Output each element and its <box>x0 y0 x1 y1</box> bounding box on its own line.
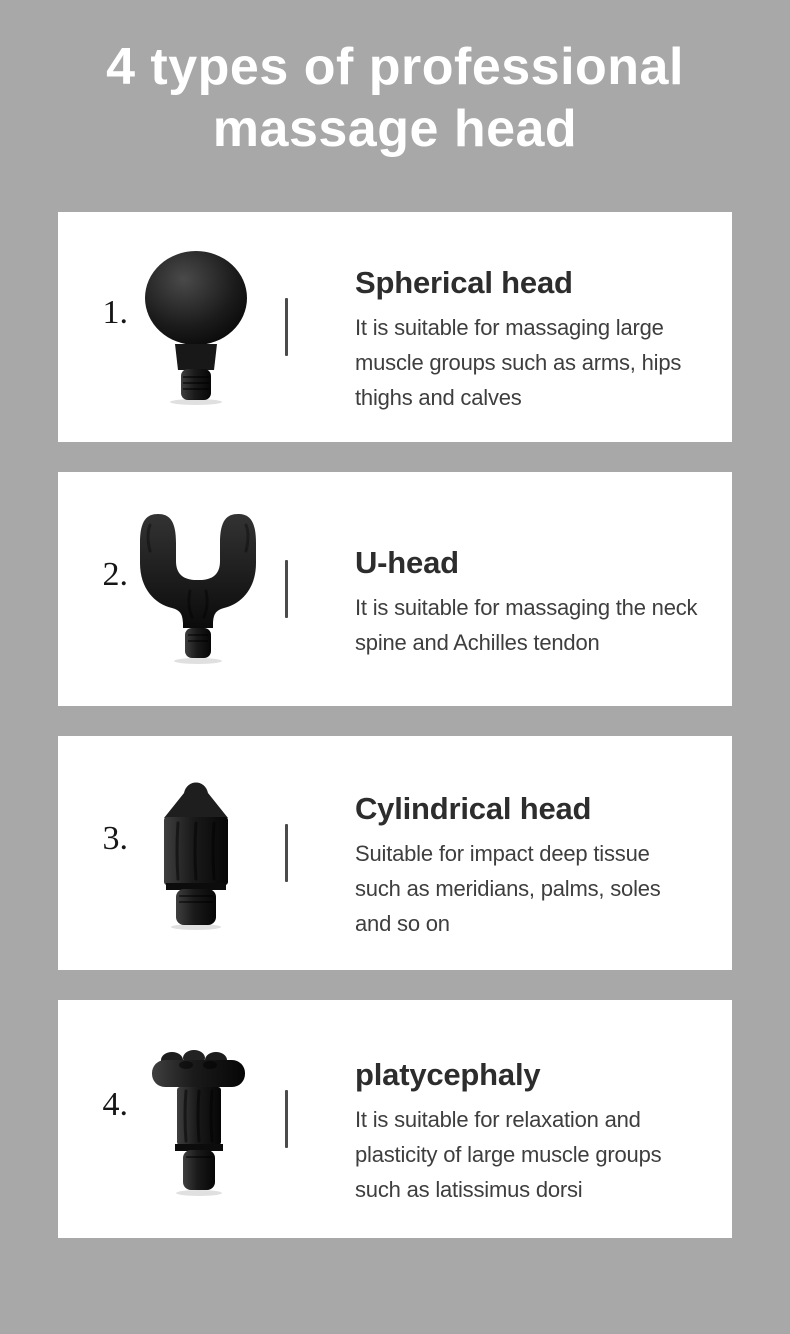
u-head-image <box>128 511 268 667</box>
card-cylindrical-head <box>58 736 732 970</box>
description-line: plasticity of large muscle groups <box>355 1142 662 1167</box>
page-title-line-1: 4 types of professional <box>106 38 684 96</box>
description-line: such as latissimus dorsi <box>355 1177 583 1202</box>
card-title: U-head <box>355 544 459 580</box>
card-text <box>288 1057 732 1207</box>
description-line: thighs and calves <box>355 385 522 410</box>
card-description <box>355 590 728 660</box>
card-platycephaly <box>58 1000 732 1238</box>
card-text <box>288 265 732 415</box>
card-u-head <box>58 472 732 706</box>
card-title: Spherical head <box>355 265 573 300</box>
card-description <box>355 836 728 941</box>
spherical-head-image <box>128 249 268 405</box>
cylindrical-head-image <box>128 775 268 931</box>
card-description <box>355 310 728 415</box>
description-line: It is suitable for relaxation and <box>355 1107 641 1132</box>
description-line: spine and Achilles tendon <box>355 629 600 655</box>
card-text <box>288 791 732 941</box>
card-text <box>288 545 732 660</box>
description-line: It is suitable for massaging large <box>355 315 664 340</box>
page-title-line-2: massage head <box>212 100 578 158</box>
card-title: Cylindrical head <box>355 791 592 826</box>
card-description <box>355 1102 728 1207</box>
card-title: platycephaly <box>355 1057 541 1092</box>
platycephaly-image <box>128 1041 268 1197</box>
card-number: 4. <box>102 1086 128 1123</box>
page-title <box>0 0 790 160</box>
card-spherical-head <box>58 212 732 442</box>
card-number: 1. <box>102 294 128 331</box>
description-line: such as meridians, palms, soles <box>355 876 661 901</box>
card-number: 3. <box>102 820 128 857</box>
card-list <box>58 212 732 1238</box>
description-line: muscle groups such as arms, hips <box>355 350 682 375</box>
card-number: 2. <box>102 556 128 593</box>
description-line: and so on <box>355 911 450 936</box>
description-line: Suitable for impact deep tissue <box>355 841 650 866</box>
description-line: It is suitable for massaging the neck <box>355 594 698 620</box>
